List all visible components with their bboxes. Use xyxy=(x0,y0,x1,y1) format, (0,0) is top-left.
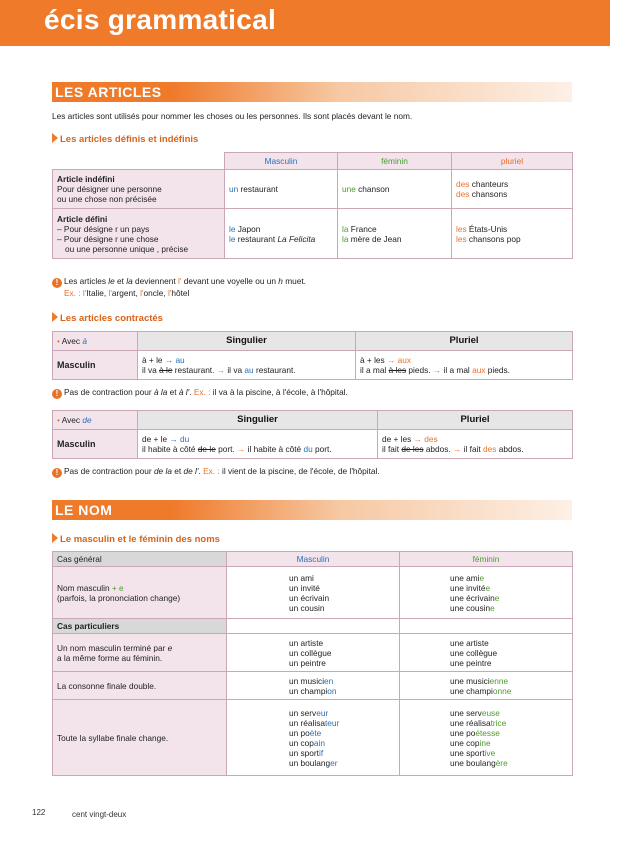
col-masculin: Masculin xyxy=(225,153,338,170)
row-label: Article indéfini xyxy=(57,174,115,184)
col-masculin: Masculin xyxy=(227,552,400,567)
article-word: des xyxy=(456,179,470,189)
row-desc: – Pour désigne r une chose xyxy=(57,233,159,244)
cell xyxy=(338,170,452,209)
table-row xyxy=(53,634,573,672)
articles-table xyxy=(52,152,573,259)
page-title: écis grammatical xyxy=(44,4,277,35)
col-pluriel: Pluriel xyxy=(378,411,573,430)
article-word: un xyxy=(229,184,239,194)
cell xyxy=(452,209,573,259)
article-word: des xyxy=(456,189,470,199)
note-no-contraction-a: ! Pas de contraction pour à la et à l'. Ex. : il va à la piscine, à l'école, à l'hôpital. xyxy=(52,387,348,399)
row-desc: Pour désigner une personne xyxy=(57,184,162,194)
noun: restaurant xyxy=(235,233,278,244)
subheading-definite-indefinite: Les articles définis et indéfinis xyxy=(52,133,198,145)
label-cell xyxy=(53,209,225,259)
table-row xyxy=(53,351,573,380)
cell: de + le → du il habite à côté de le port. → il habite à côté du port. xyxy=(138,430,378,459)
exclamation-icon: ! xyxy=(52,389,62,399)
cell xyxy=(225,209,338,259)
label-cell: Nom masculin + e (parfois, la prononciation change) xyxy=(53,567,227,619)
cas-particuliers-header: Cas particuliers xyxy=(53,619,227,634)
section-nom-header xyxy=(52,500,572,520)
articles-intro: Les articles sont utilisés pour nommer les choses ou les personnes. Ils sont placés devant le nom. xyxy=(52,111,413,121)
avec-label: • Avec de xyxy=(53,411,138,430)
noun: France xyxy=(348,223,377,234)
article-word: les xyxy=(456,233,467,244)
table-row xyxy=(53,170,573,209)
label-cell: Un nom masculin terminé par e a la même forme au féminin. xyxy=(53,634,227,672)
col-singulier: Singulier xyxy=(138,411,378,430)
page-number: 122 xyxy=(32,808,46,817)
table-row xyxy=(53,567,573,619)
table-row xyxy=(53,209,573,259)
title-banner xyxy=(0,0,610,46)
noun: mère de Jean xyxy=(348,233,402,244)
noun: chanson xyxy=(355,184,390,194)
cell xyxy=(338,209,452,259)
noun: chansons xyxy=(469,189,508,199)
cell: un musicien un champion xyxy=(227,672,400,700)
label-cell: La consonne finale double. xyxy=(53,672,227,700)
exclamation-icon: ! xyxy=(52,278,62,288)
cell: à + les → aux il a mal à les pieds. → il a mal aux pieds. xyxy=(356,351,573,380)
table-row xyxy=(53,619,573,634)
row-label: Article défini xyxy=(57,213,108,224)
noun: États-Unis xyxy=(466,223,508,234)
blank-header-cell xyxy=(53,153,225,170)
cell: un ami un invité un écrivain un cousin xyxy=(227,567,400,619)
table-header-row xyxy=(53,411,573,430)
subheading-contracted: Les articles contractés xyxy=(52,312,163,324)
noun: chansons pop xyxy=(466,233,521,244)
row-label: Masculin xyxy=(53,430,138,459)
noun-italic: La Felicita xyxy=(277,233,316,244)
note-no-contraction-de: ! Pas de contraction pour de la et de l'. Ex. : il vient de la piscine, de l'école, de l'hôpital. xyxy=(52,466,380,478)
contracted-de-table xyxy=(52,410,573,459)
noun: chanteurs xyxy=(469,179,509,189)
article-word: le xyxy=(229,233,236,244)
cell: à + le → au il va à le restaurant. → il va au restaurant. xyxy=(138,351,356,380)
section-title: LE NOM xyxy=(55,502,113,518)
col-pluriel: Pluriel xyxy=(356,332,573,351)
cell: de + les → des il fait de les abdos. → il fait des abdos. xyxy=(378,430,573,459)
table-row xyxy=(53,700,573,776)
row-label: Masculin xyxy=(53,351,138,380)
cell xyxy=(452,170,573,209)
contracted-a-table xyxy=(52,331,573,380)
note-elision: ! Les articles le et la deviennent l' devant une voyelle ou un h muet. Ex. : l'Italie, l'argent, l'oncle, l'hôtel xyxy=(52,276,306,299)
cell: une musicienne une championne xyxy=(400,672,573,700)
cell xyxy=(225,170,338,209)
label-cell: Toute la syllabe finale change. xyxy=(53,700,227,776)
cas-general-header: Cas général xyxy=(53,552,227,567)
table-header-row xyxy=(53,153,573,170)
cell: un artiste un collègue un peintre xyxy=(227,634,400,672)
cell: une serveuse une réalisatrice une poétesse une copine une sportive une boulangère xyxy=(400,700,573,776)
cell: un serveur un réalisateur un poète un copain un sportif un boulanger xyxy=(227,700,400,776)
label-cell xyxy=(53,170,225,209)
page-number-words: cent vingt-deux xyxy=(72,810,127,819)
avec-label: • Avec à xyxy=(53,332,138,351)
table-row xyxy=(53,430,573,459)
example-label: Ex. : xyxy=(64,288,81,298)
col-feminin: féminin xyxy=(338,153,452,170)
row-desc: ou une chose non précisée xyxy=(57,194,157,204)
article-word: la xyxy=(342,233,349,244)
article-word: la xyxy=(342,223,349,234)
cell: une amie une invitée une écrivaine une cousine xyxy=(400,567,573,619)
table-row xyxy=(53,672,573,700)
exclamation-icon: ! xyxy=(52,468,62,478)
col-feminin: féminin xyxy=(400,552,573,567)
section-title: LES ARTICLES xyxy=(55,84,162,100)
noun: Japon xyxy=(235,223,261,234)
noun: restaurant xyxy=(238,184,278,194)
subheading-masc-fem: Le masculin et le féminin des noms xyxy=(52,533,220,545)
article-word: les xyxy=(456,223,467,234)
article-word: une xyxy=(342,184,356,194)
row-desc: – Pour désigne r un pays xyxy=(57,223,150,234)
noun-table xyxy=(52,551,573,776)
col-singulier: Singulier xyxy=(138,332,356,351)
table-header-row xyxy=(53,332,573,351)
table-header-row xyxy=(53,552,573,567)
col-pluriel: pluriel xyxy=(452,153,573,170)
section-articles-header xyxy=(52,82,572,102)
article-word: le xyxy=(229,223,236,234)
cell: une artiste une collègue une peintre xyxy=(400,634,573,672)
row-desc: ou une personne unique , précise xyxy=(65,243,189,254)
